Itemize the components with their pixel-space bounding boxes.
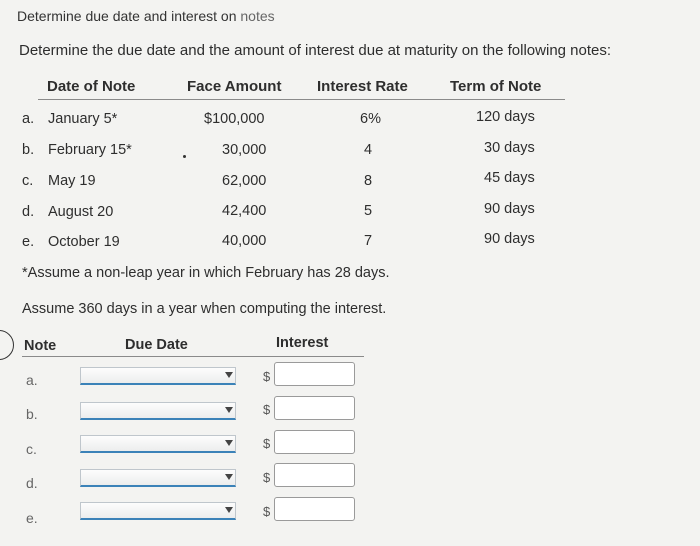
- row-b-label: b.: [22, 142, 35, 158]
- answer-row-b-label: b.: [26, 406, 38, 422]
- dropdown-arrow-icon: [225, 474, 233, 480]
- row-c-rate: 8: [364, 173, 373, 189]
- answer-row-d-label: d.: [26, 475, 38, 491]
- row-e-label: e.: [22, 234, 35, 250]
- currency-symbol-c: $: [263, 436, 271, 451]
- answer-header-due-date: Due Date: [125, 337, 188, 353]
- leap-year-footnote: *Assume a non-leap year in which February has 28 days.: [22, 265, 390, 281]
- due-date-select-c[interactable]: [80, 435, 236, 453]
- header-date-of-note: Date of Note: [47, 78, 136, 95]
- interest-input-a[interactable]: [274, 362, 355, 386]
- dropdown-arrow-icon: [225, 507, 233, 513]
- due-date-select-e[interactable]: [80, 502, 236, 520]
- row-d-label: d.: [22, 204, 35, 220]
- row-c-date: May 19: [48, 173, 96, 189]
- answer-row-c-label: c.: [26, 441, 37, 457]
- due-date-select-a[interactable]: [80, 367, 236, 385]
- row-e-rate: 7: [364, 233, 373, 249]
- header-interest-rate: Interest Rate: [317, 78, 408, 95]
- row-e-term: 90 days: [484, 231, 535, 247]
- answer-header-divider: [22, 356, 364, 357]
- header-term-of-note: Term of Note: [450, 78, 542, 95]
- dropdown-arrow-icon: [225, 372, 233, 378]
- answer-header-note: Note: [24, 338, 57, 354]
- row-b-rate: 4: [364, 142, 373, 158]
- notes-link[interactable]: notes: [240, 8, 275, 24]
- page-title: [17, 8, 275, 24]
- row-a-date: January 5*: [48, 111, 118, 127]
- due-date-select-d[interactable]: [80, 469, 236, 487]
- row-a-rate: 6%: [360, 111, 381, 127]
- header-divider: [38, 99, 565, 100]
- row-e-date: October 19: [48, 234, 120, 250]
- due-date-select-b[interactable]: [80, 402, 236, 420]
- row-a-label: a.: [22, 111, 35, 127]
- dropdown-arrow-icon: [225, 440, 233, 446]
- row-b-term: 30 days: [484, 140, 535, 156]
- day-count-assumption: Assume 360 days in a year when computing the interest.: [22, 301, 387, 317]
- interest-input-d[interactable]: [274, 463, 355, 487]
- row-a-face: $100,000: [204, 111, 265, 127]
- row-a-term: 120 days: [476, 109, 535, 125]
- row-d-term: 90 days: [484, 201, 535, 217]
- currency-symbol-b: $: [263, 402, 271, 417]
- row-d-rate: 5: [364, 203, 373, 219]
- row-d-face: 42,400: [222, 203, 267, 219]
- answer-header-interest: Interest: [276, 335, 329, 351]
- interest-input-b[interactable]: [274, 396, 355, 420]
- currency-symbol-d: $: [263, 470, 271, 485]
- row-c-label: c.: [22, 173, 34, 189]
- answer-row-a-label: a.: [26, 372, 38, 388]
- interest-input-e[interactable]: [274, 497, 355, 521]
- row-b-face: 30,000: [222, 142, 267, 158]
- answer-row-e-label: e.: [26, 510, 38, 526]
- title-prefix: Determine due date and interest on: [17, 8, 241, 24]
- instructions: Determine the due date and the amount of interest due at maturity on the following notes:: [19, 42, 612, 59]
- currency-symbol-e: $: [263, 504, 271, 519]
- question-marker-circle: [0, 330, 14, 360]
- row-c-term: 45 days: [484, 170, 535, 186]
- row-b-date: February 15*: [48, 142, 132, 158]
- stray-dot: [183, 155, 186, 158]
- interest-input-c[interactable]: [274, 430, 355, 454]
- row-c-face: 62,000: [222, 173, 267, 189]
- row-e-face: 40,000: [222, 233, 267, 249]
- currency-symbol-a: $: [263, 369, 271, 384]
- row-d-date: August 20: [48, 204, 114, 220]
- header-face-amount: Face Amount: [187, 78, 282, 95]
- dropdown-arrow-icon: [225, 407, 233, 413]
